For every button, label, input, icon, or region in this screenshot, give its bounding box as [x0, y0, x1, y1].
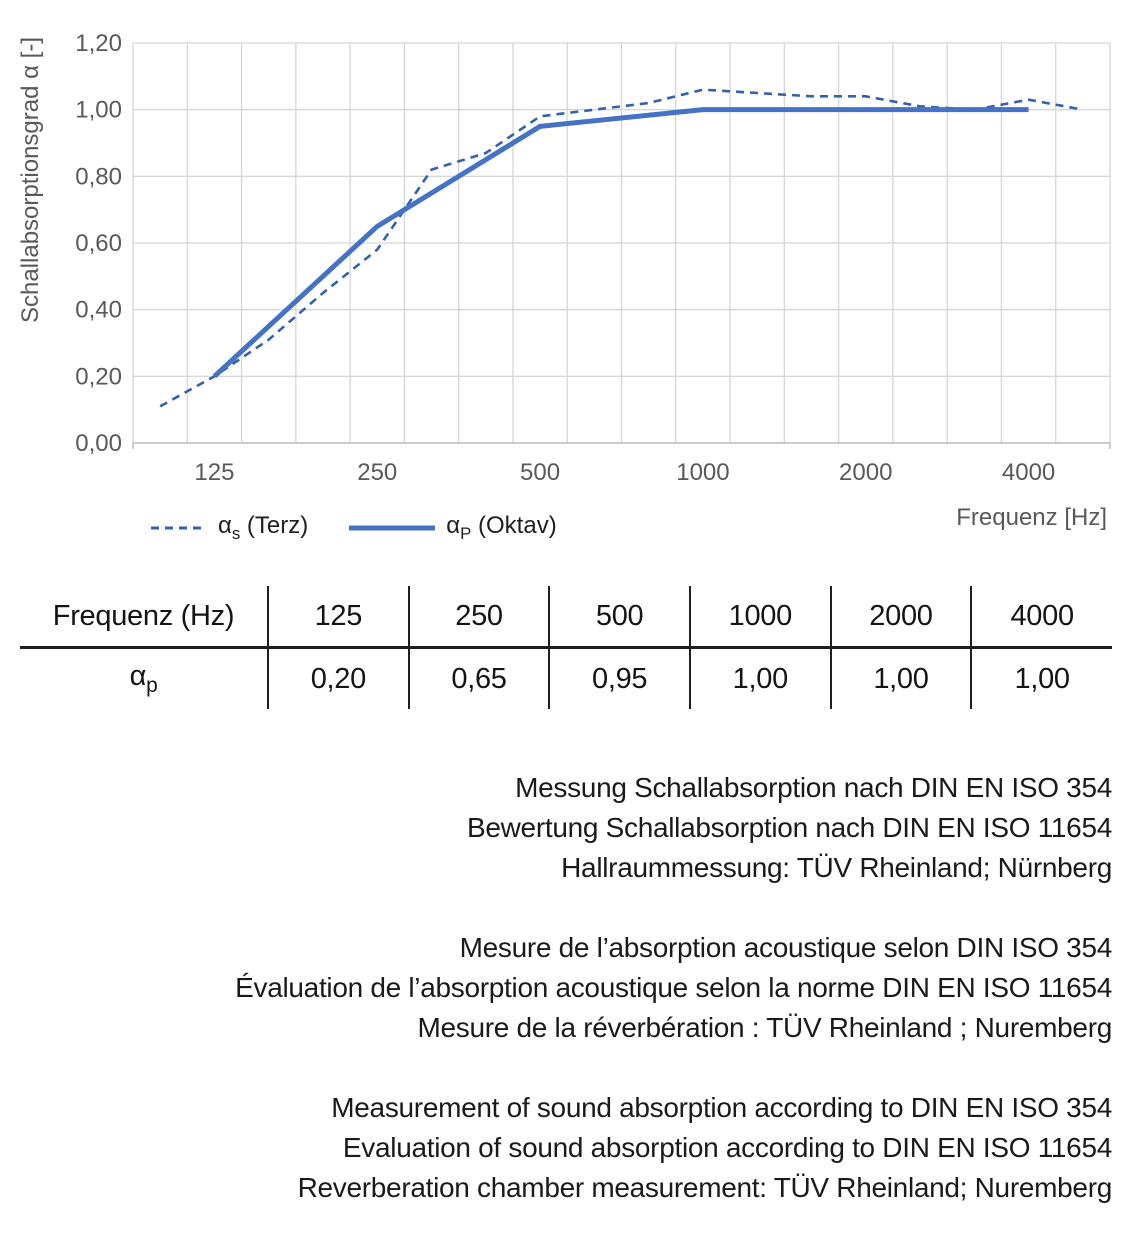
legend-label-oktav: $\alpha_P$ (Oktav) — [446, 512, 557, 543]
chart-legend — [150, 512, 557, 544]
table-cell: 0,20 — [268, 648, 409, 710]
table-row — [20, 648, 1112, 710]
note-line: Hallraummessung: TÜV Rheinland; Nürnberg — [561, 852, 1112, 883]
legend-item-oktav — [348, 512, 556, 544]
table-cell: 1,00 — [971, 648, 1112, 710]
svg-text:1000: 1000 — [676, 459, 730, 486]
note-line: Reverberation chamber measurement: TÜV Rheinland; Nuremberg — [297, 1172, 1112, 1203]
svg-text:0,80: 0,80 — [75, 163, 122, 191]
note-line: Mesure de la réverbération : TÜV Rheinland ; Nuremberg — [417, 1012, 1112, 1043]
svg-text:4000: 4000 — [1001, 459, 1056, 486]
svg-text:0,20: 0,20 — [75, 363, 122, 391]
svg-text:250: 250 — [357, 459, 398, 486]
notes-french — [235, 928, 1112, 1048]
legend-item-terz — [150, 512, 308, 544]
x-axis-title: Frequenz [Hz] — [956, 504, 1107, 531]
svg-text:1,20: 1,20 — [75, 30, 122, 57]
svg-text:2000: 2000 — [839, 459, 893, 486]
note-line: Evaluation of sound absorption according to DIN EN ISO 11654 — [342, 1132, 1112, 1163]
dashed-line-sample — [150, 524, 208, 532]
svg-text:0,00: 0,00 — [75, 430, 122, 457]
table-cell: 0,65 — [409, 648, 550, 710]
absorption-table — [20, 586, 1112, 709]
svg-text:1,00: 1,00 — [75, 96, 122, 124]
table-header-cell: 4000 — [971, 586, 1112, 648]
notes-german — [467, 768, 1112, 888]
svg-text:0,60: 0,60 — [75, 230, 122, 257]
solid-line-sample — [348, 524, 436, 532]
table-header-cell: 500 — [549, 586, 690, 648]
absorption-chart — [0, 0, 1135, 500]
table-header-cell: 250 — [409, 586, 550, 648]
svg-text:Schallabsorptionsgrad α [-]: Schallabsorptionsgrad α [-] — [17, 36, 44, 324]
table-header-frequency: Frequenz (Hz) — [20, 586, 268, 648]
table-header-row — [20, 586, 1112, 648]
svg-text:125: 125 — [194, 459, 235, 486]
note-line: Évaluation de l’absorption acoustique selon la norme DIN EN ISO 11654 — [235, 972, 1112, 1003]
table-header-cell: 125 — [268, 586, 409, 648]
svg-text:0,40: 0,40 — [75, 296, 122, 324]
table-header-cell: 2000 — [831, 586, 972, 648]
table-cell: 0,95 — [549, 648, 690, 710]
note-line: Mesure de l’absorption acoustique selon DIN ISO 354 — [459, 932, 1112, 963]
table-header-cell: 1000 — [690, 586, 831, 648]
table-cell: 1,00 — [831, 648, 972, 710]
table-row-label: $\alpha_p$ — [129, 660, 158, 697]
note-line: Measurement of sound absorption according to DIN EN ISO 354 — [331, 1092, 1112, 1123]
note-line: Bewertung Schallabsorption nach DIN EN ISO 11654 — [466, 812, 1112, 843]
note-line: Messung Schallabsorption nach DIN EN ISO 354 — [515, 772, 1112, 803]
svg-text:500: 500 — [520, 459, 561, 486]
legend-label-terz: $\alpha_s$ (Terz) — [218, 512, 309, 543]
table-cell: 1,00 — [690, 648, 831, 710]
chart-section — [0, 0, 1135, 560]
notes-english — [298, 1088, 1112, 1208]
